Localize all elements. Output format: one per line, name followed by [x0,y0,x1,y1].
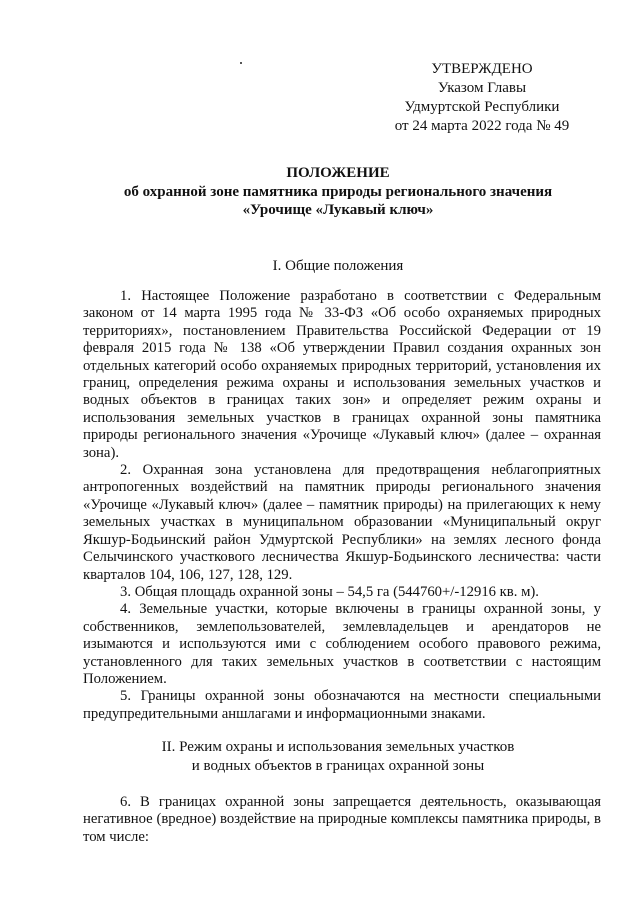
approval-heading: УТВЕРЖДЕНО [431,61,533,77]
scan-speck [240,62,242,64]
approval-stamp-block [372,60,592,136]
approval-date: от 24 марта 2022 года № 49 [394,118,570,134]
document-subtitle-line2: «Урочище «Лукавый ключ» [242,202,434,218]
section-2-body [83,794,601,846]
document-subtitle-line1: об охранной зоне памятника природы регионального значения [123,184,553,200]
paragraph-5: 5. Границы охранной зоны обозначаются на местности специальными предупредительными аншлагами и информационными знаками. [83,688,601,722]
approval-region: Удмуртской Республики [404,99,560,115]
section-2-heading: II. Режим охраны и использования земельных участков и водных объектов в границах охранной зоны [161,739,515,774]
paragraph-3: 3. Общая площадь охранной зоны – 54,5 га (544760+/-12916 кв. м). [120,583,539,600]
section-1-body [83,288,601,723]
paragraph-1: 1. Настоящее Положение разработано в соответствии с Федеральным законом от 14 марта 1995 года № 33-ФЗ «Об особо охраняемых природных территориях», постановлением Правительства Российской Федерации от 19 февраля 2015 года № 138 «Об утверждении Правил создания охранных зон отдельных категорий особо охраняемых природных территорий, установления их границ, определения режима охраны и использования земельных участков и водных объектов в границах таких зон» и определяет режим охраны и использования земельных участков в границах охранной зоны памятника природы регионального значения «Урочище «Лукавый ключ» (далее – охранная зона). [83,288,601,461]
paragraph-6: 6. В границах охранной зоны запрещается деятельность, оказывающая негативное (вредное) воздействие на природные комплексы памятника природы, в том числе: [83,794,601,845]
paragraph-2: 2. Охранная зона установлена для предотвращения неблагоприятных антропогенных воздействий на памятник природы регионального значения «Урочище «Лукавый ключ» (далее – памятник природы) на прилегающих к нему земельных участках в муниципальном образовании «Муниципальный округ Якшур-Бодьинский район Удмуртской Республики» на землях лесного фонда Селычинского участкового лесничества Якшур-Бодьинского лесничества: части кварталов 104, 106, 127, 128, 129. [83,462,601,583]
section-1-heading: I. Общие положения [272,258,404,274]
approval-authority: Указом Главы [437,80,527,96]
paragraph-4: 4. Земельные участки, которые включены в границы охранной зоны, у собственников, землепользователей, землевладельцев и арендаторов не изымаются и используются ими с соблюдением особого правового режима, установленного для таких земельных участков в соответствии с настоящим Положением. [83,601,601,687]
document-title: ПОЛОЖЕНИЕ [286,165,390,181]
